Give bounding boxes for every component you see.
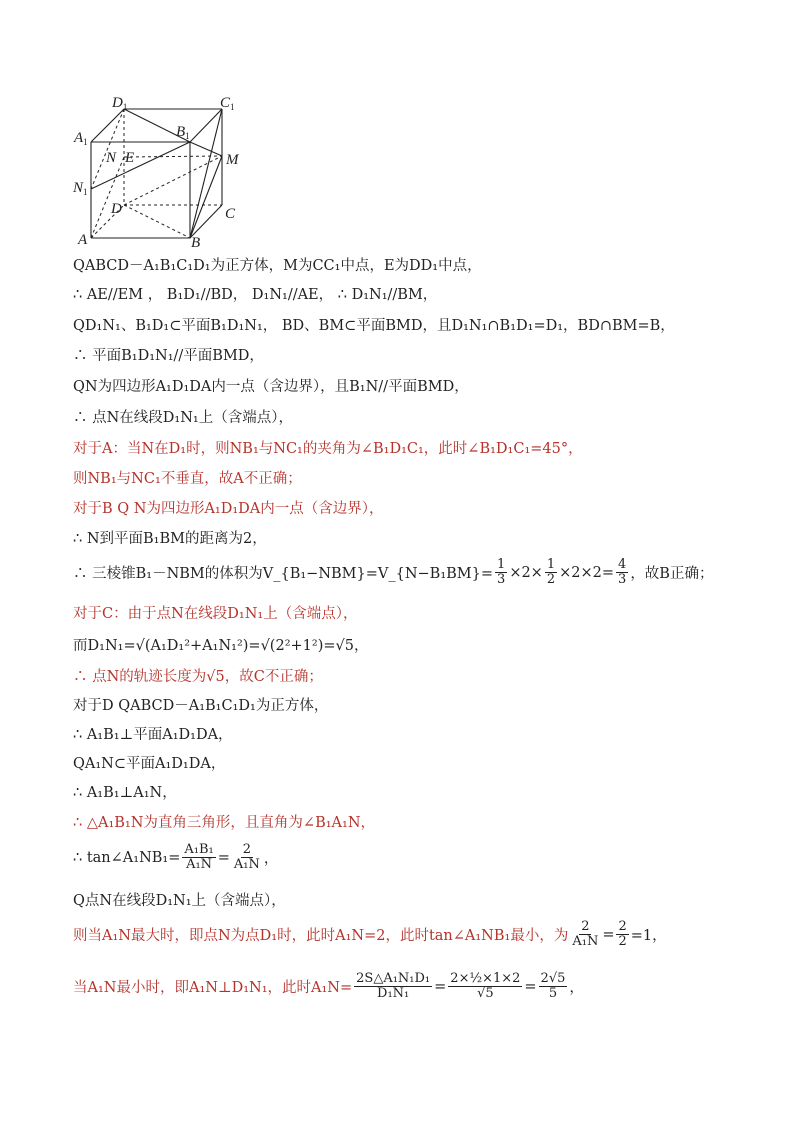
line-17: QA₁N⊂平面A₁D₁DA， [73,756,226,772]
cube-figure [70,92,250,252]
label-N1: $N_1$ [73,180,88,197]
frac-tan-b: $\frac{2}{\text{A₁N}}$ [233,842,260,872]
edge-D1N1 [91,109,124,189]
label-B: B [191,235,201,251]
label-A1: $A_1$ [74,130,88,147]
cube-diagram [70,92,250,252]
frac-min-a: $\frac{2}{\text{A₁N}}$ [572,919,599,949]
line-7: 对于A：当N在D₁时，则NB₁与NC₁的夹角为∠B₁D₁C₁，此时∠B₁D₁C₁=45°， [73,441,583,457]
line-22: 则当A₁N最大时，即点N为点D₁时，此时A₁N=2，此时tan∠A₁NB₁最小，为 $\frac{2}{\text{A₁N}}$ = $\frac{2}{2}$ =1， [73,919,667,949]
edge-B1M [190,142,222,156]
line-21: Q点N在线段D₁N₁上（含端点）， [73,893,286,909]
frac-min-b: $\frac{2}{2}$ [618,919,627,949]
frac-last-a: $\frac{\text{2S△A₁N₁D₁}}{\text{D₁N₁}}$ [356,971,431,1001]
line-15: 对于D QABCD－A₁B₁C₁D₁为正方体， [73,698,329,714]
label-N: N [106,150,117,166]
label-A: A [78,232,88,248]
line-5: QN为四边形A₁D₁DA内一点（含边界），且B₁N//平面BMD， [73,379,469,395]
line-3: QD₁N₁、B₁D₁⊂平面B₁D₁N₁， BD、BM⊂平面BMD，且D₁N₁∩B₁D₁=D₁，BD∩BM=B， [73,318,675,334]
edge-EM [124,156,222,157]
label-M: M [226,152,239,168]
line-9: 对于B Q N为四边形A₁D₁DA内一点（含边界）， [73,501,384,517]
line-11-tail3: ，故B正确； [630,566,714,582]
line-19: ∴ △A₁B₁N为直角三角形，且直角为∠B₁A₁N， [73,815,376,831]
frac-one-third: $\frac{1}{3}$ [497,557,506,587]
edge-BC1 [190,109,222,238]
edge-B1C1 [190,109,222,142]
frac-last-b: $\frac{\text{2×½×1×2}}{√5}$ [450,971,521,1001]
line-4: ∴ 平面B₁D₁N₁//平面BMD， [73,348,264,364]
label-C: C [225,206,236,222]
line-16: ∴ A₁B₁⊥平面A₁D₁DA， [73,727,233,743]
frac-last-c: $\frac{2√5}{5}$ [540,971,566,1001]
line-8: 则NB₁与NC₁不垂直，故A不正确； [73,471,302,487]
edge-A1D1 [91,109,124,142]
line-18: ∴ A₁B₁⊥A₁N， [73,785,177,801]
line-12: 对于C：由于点N在线段D₁N₁上（含端点）， [73,606,358,622]
line-23-text: 当A₁N最小时，即A₁N⊥D₁N₁，此时A₁N= [73,980,353,996]
line-11-tail: ×2× [509,564,543,581]
frac-four-thirds: $\frac{4}{3}$ [618,557,627,587]
line-20: ∴ tan∠A₁NB₁= $\frac{\text{A₁B₁}}{\text{A₁N}}$ = $\frac{2}{\text{A₁N}}$ ， [73,842,279,872]
line-6: ∴ 点N在线段D₁N₁上（含端点）， [73,410,293,426]
label-D1: $D_1$ [112,95,128,112]
line-11-text: ∴ 三棱锥B₁－NBM的体积为V_{B₁−NBM}=V_{N−B₁BM}= [73,566,494,582]
edge-BC [190,205,222,238]
line-1: QABCD－A₁B₁C₁D₁为正方体，M为CC₁中点，E为DD₁中点， [73,258,482,274]
line-13: 而D₁N₁=√(A₁D₁²+A₁N₁²)=√(2²+1²)=√5， [73,638,369,654]
frac-tan-a: $\frac{\text{A₁B₁}}{\text{A₁N}}$ [184,842,214,872]
line-11 [73,558,713,587]
label-E: E [125,150,135,166]
edge-DB [124,205,190,238]
edge-AE [91,157,124,238]
line-14: ∴ 点N的轨迹长度为√5，故C不正确； [73,669,323,685]
label-C1: $C_1$ [220,95,235,112]
line-2: ∴ AE//EM ， B₁D₁//BD， D₁N₁//AE， ∴ D₁N₁//BM， [73,287,438,303]
label-D: D [111,201,122,217]
label-B1: $B_1$ [176,124,190,141]
line-22-text: 则当A₁N最大时，即点N为点D₁时，此时A₁N=2，此时tan∠A₁NB₁最小，为 [73,928,569,944]
frac-one-half: $\frac{1}{2}$ [546,557,556,587]
line-11-tail2: ×2×2= [559,564,615,581]
line-23: 当A₁N最小时，即A₁N⊥D₁N₁，此时A₁N= $\frac{\text{2S△A₁N₁D₁}}{\text{D₁N₁}}$ = $\frac{\text{2×½×1×2}}{√5}$ = $\frac{2√5}{5}$ ， [73,971,584,1001]
line-10: ∴ N到平面B₁BM的距离为2， [73,531,267,547]
line-20-text: ∴ tan∠A₁NB₁= [73,849,181,866]
edge-BM [190,156,222,238]
edge-DM [124,156,222,205]
